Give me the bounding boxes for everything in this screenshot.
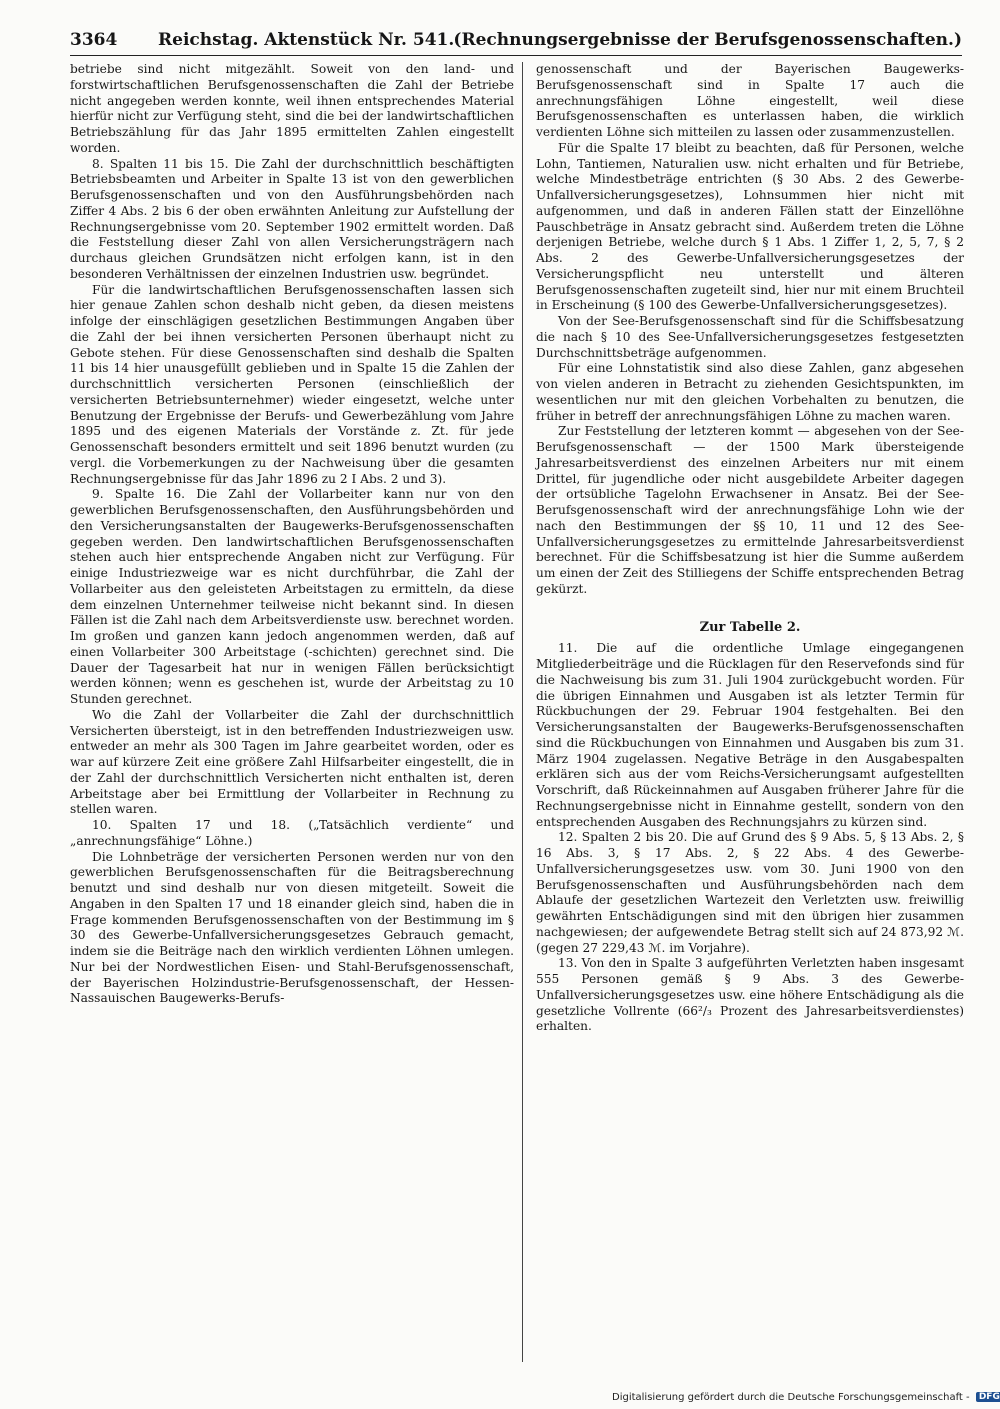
paragraph: 8. Spalten 11 bis 15. Die Zahl der durchschnittlich beschäftigten Betriebsbeamten und Arbeiter in Spalte 13 ist von den gewerblichen Berufsgenossenschaften und von den Ausführungsbehörden nach Ziffer 4 Abs. 2 bis 6 der oben erwähnten Anleitung zur Aufstellung der Rechnungsergebnisse vom 20. September 1902 ermittelt worden. Daß die Feststellung dieser Zahl von allen Versicherungsträgern nach durchaus gleichen Grundsätzen nicht erfolgen kann, ist in den besonderen Verhältnissen der einzelnen Industrien usw. begründet. xyxy=(70,156,514,281)
section-heading: Zur Tabelle 2. xyxy=(699,619,801,635)
digitization-footer xyxy=(612,1392,1000,1403)
dfg-logo: DFG xyxy=(976,1392,1000,1402)
page-title: Reichstag. Aktenstück Nr. 541. xyxy=(158,30,455,50)
paragraph: Die Lohnbeträge der versicherten Personen werden nur von den gewerblichen Berufsgenossenschaften für die Beitragsberechnung benutzt und sind deshalb nur von diesen mitgeteilt. Soweit die Angaben in den Spalten 17 und 18 einander gleich sind, haben die in Frage kommenden Berufsgenossenschaften von der Bestimmung im § 30 des Gewerbe-Unfallversicherungsgesetzes Gebrauch gemacht, indem sie die Beiträge nach den wirklich verdienten Löhnen umlegen. Nur bei der Nordwestlichen Eisen- und Stahl-Berufsgenossenschaft, der Bayerischen Holzindustrie-Berufsgenossenschaft, der Hessen-Nassauischen Baugewerks-Berufs- xyxy=(70,849,514,1006)
paragraph: Für eine Lohnstatistik sind also diese Zahlen, ganz abgesehen von vielen anderen in Betracht zu ziehenden Gesichtspunkten, im wesentlichen nur mit den gleichen Vorbehalten zu benutzen, die früher in betreff der anrechnungsfähigen Löhne zu machen waren. xyxy=(536,361,964,423)
paragraph: 10. Spalten 17 und 18. („Tatsächlich verdiente“ und „anrechnungsfähige“ Löhne.) xyxy=(70,818,514,848)
paragraph: 11. Die auf die ordentliche Umlage eingegangenen Mitgliederbeiträge und die Rücklagen für den Reservefonds sind für die Nachweisung bis zum 31. Juli 1904 zurückgebucht worden. Für die übrigen Einnahmen und Ausgaben ist als letzter Termin für Rückbuchungen der 29. Februar 1904 festgehalten. Bei den Versicherungsanstalten der Baugewerks-Berufsgenossenschaften sind die Rückbuchungen von Einnahmen und Ausgaben bis zum 31. März 1904 zugelassen. Negative Beträge in den Ausgabespalten erklären sich aus der vom Reichs-Versicherungsamt aufgestellten Vorschrift, daß Rückeinnahmen auf Ausgaben früherer Jahre für die Rechnungsergebnisse nicht in Einnahme gestellt, sondern von den entsprechenden Ausgaben des Rechnungsjahrs zu kürzen sind. xyxy=(536,641,964,829)
page-subtitle: (Rechnungsergebnisse der Berufsgenossenschaften.) xyxy=(453,30,962,50)
paragraph: 12. Spalten 2 bis 20. Die auf Grund des § 9 Abs. 5, § 13 Abs. 2, § 16 Abs. 3, § 17 Abs. 2, § 22 Abs. 4 des Gewerbe-Unfallversicherungsgesetzes usw. vom 30. Juni 1900 von den Berufsgenossenschaften und Ausführungsbehörden nach dem Ablaufe der gesetzlichen Wartezeit den Verletzten usw. freiwillig gewährten Entschädigungen sind mit den übrigen hier zusammen nachgewiesen; der aufgewendete Betrag stellt sich auf 24 873,92 ℳ. (gegen 27 229,43 ℳ. im Vorjahre). xyxy=(536,830,964,955)
paragraph: Zur Feststellung der letzteren kommt — abgesehen von der See-Berufsgenossenschaft — der 1500 Mark übersteigende Jahresarbeitsverdienst des einzelnen Arbeiters nur mit einem Drittel, für jugendliche oder nicht ausgebildete Arbeiter dagegen der ortsübliche Tagelohn Erwachsener in Ansatz. Bei der See-Berufsgenossenschaft wird der anrechnungsfähige Lohn wie der nach den Bestimmungen der §§ 10, 11 und 12 des See-Unfallversicherungsgesetzes zu ermittelnde Jahresarbeitsverdienst berechnet. Für die Schiffsbesatzung ist hier die Summe außerdem um einen der Zeit des Stilliegens der Schiffe entsprechenden Betrag gekürzt. xyxy=(536,424,964,596)
paragraph: 9. Spalte 16. Die Zahl der Vollarbeiter kann nur von den gewerblichen Berufsgenossenschaften, den Ausführungsbehörden und den Versicherungsanstalten der Baugewerks-Berufsgenossenschaften gegeben werden. Den landwirtschaftlichen Berufsgenossenschaften stehen auch hier entsprechende Angaben nicht zur Verfügung. Für einige Industriezweige war es nicht durchführbar, die Zahl der Vollarbeiter aus den geleisteten Arbeitstagen zu ermitteln, da diese dem einzelnen Unternehmer teilweise nicht bekannt sind. In diesen Fällen ist die Zahl nach dem Arbeitsverdienste usw. berechnet worden. Im großen und ganzen kann jedoch angenommen werden, daß auf einen Vollarbeiter 300 Arbeitstage (-schichten) gerechnet sind. Die Dauer der Tagesarbeit hat nur in wenigen Fällen berücksichtigt werden können; wenn es geschehen ist, wurde der Arbeitstag zu 10 Stunden gerechnet. xyxy=(70,487,514,706)
paragraph: Für die Spalte 17 bleibt zu beachten, daß für Personen, welche Lohn, Tantiemen, Naturalien usw. nicht erhalten und für Betriebe, welche Mindestbeträge entrichten (§ 30 Abs. 2 des Gewerbe-Unfallversicherungsgesetzes), Lohnsummen hier nicht mit aufgenommen, und daß in anderen Fällen statt der Einzellöhne Pauschbeträge in Ansatz gebracht sind. Außerdem treten die Löhne derjenigen Betriebe, welche durch § 1 Abs. 1 Ziffer 1, 2, 5, 7, § 2 Abs. 2 des Gewerbe-Unfallversicherungsgesetzes der Versicherungspflicht neu unterstellt und älteren Berufsgenossenschaften zugeteilt sind, hier nur mit einem Bruchteil in Erscheinung (§ 100 des Gewerbe-Unfallversicherungsgesetzes). xyxy=(536,140,964,313)
footer-text: Digitalisierung gefördert durch die Deutsche Forschungsgemeinschaft - xyxy=(612,1392,970,1403)
paragraph: betriebe sind nicht mitgezählt. Soweit von den land- und forstwirtschaftlichen Berufsgenossenschaften die Zahl der Betriebe nicht angegeben werden konnte, weil ihnen entsprechendes Material hierfür nicht zur Verfügung steht, sind die bei der landwirtschaftlichen Betriebszählung für das Jahr 1895 ermittelten Zahlen eingestellt worden. xyxy=(70,62,514,155)
paragraph: Von der See-Berufsgenossenschaft sind für die Schiffsbesatzung die nach § 10 des See-Unfallversicherungsgesetzes festgesetzten Durchschnittsbeträge aufgenommen. xyxy=(536,314,964,360)
paragraph: 13. Von den in Spalte 3 aufgeführten Verletzten haben insgesamt 555 Personen gemäß § 9 Abs. 3 des Gewerbe-Unfallversicherungsgesetzes usw. eine höhere Entschädigung als die gesetzliche Vollrente (66²/₃ Prozent des Jahresarbeitsverdienstes) erhalten. xyxy=(536,956,964,1034)
column-divider xyxy=(522,62,523,1362)
right-column xyxy=(536,62,964,1035)
header-rule xyxy=(70,55,962,56)
page-number: 3364 xyxy=(70,30,118,50)
paragraph: Wo die Zahl der Vollarbeiter die Zahl der durchschnittlich Versicherten übersteigt, ist in den betreffenden Industriezweigen usw. entweder an mehr als 300 Tagen im Jahre gearbeitet worden, oder es war auf kürzere Zeit eine größere Zahl Hilfsarbeiter eingestellt, die in der Zahl der durchschnittlich Versicherten nicht enthalten ist, deren Arbeitstage aber bei Ermittlung der Vollarbeiter in Rechnung zu stellen waren. xyxy=(70,707,514,817)
paragraph: genossenschaft und der Bayerischen Baugewerks-Berufsgenossenschaft sind in Spalte 17 auch die anrechnungsfähigen Löhne eingestellt, weil diese Berufsgenossenschaften es unterlassen haben, die wirklich verdienten Löhne sich mitteilen zu lassen oder zusammenzustellen. xyxy=(536,62,964,139)
paragraph: Für die landwirtschaftlichen Berufsgenossenschaften lassen sich hier genaue Zahlen schon deshalb nicht geben, da diesen meistens infolge der einschlägigen gesetzlichen Bestimmungen Angaben über die Zahl der bei ihnen versicherten Personen überhaupt nicht zu Gebote stehen. Für diese Genossenschaften sind deshalb die Spalten 11 bis 14 hier unausgefüllt geblieben und in Spalte 15 die Zahlen der durchschnittlich versicherten Personen (einschließlich der versicherten Betriebsunternehmer) wieder eingesetzt, welche unter Benutzung der Ergebnisse der Berufs- und Gewerbezählung vom Jahre 1895 und des eigenen Materials der Vorstände z. Zt. für jede Genossenschaft besonders ermittelt und seit 1896 benutzt wurden (zu vergl. die Vorbemerkungen zu der Nachweisung über die gesamten Rechnungsergebnisse für das Jahr 1896 zu 2 I Abs. 2 und 3). xyxy=(70,282,514,486)
page-header xyxy=(70,28,962,58)
left-column xyxy=(70,62,514,1007)
